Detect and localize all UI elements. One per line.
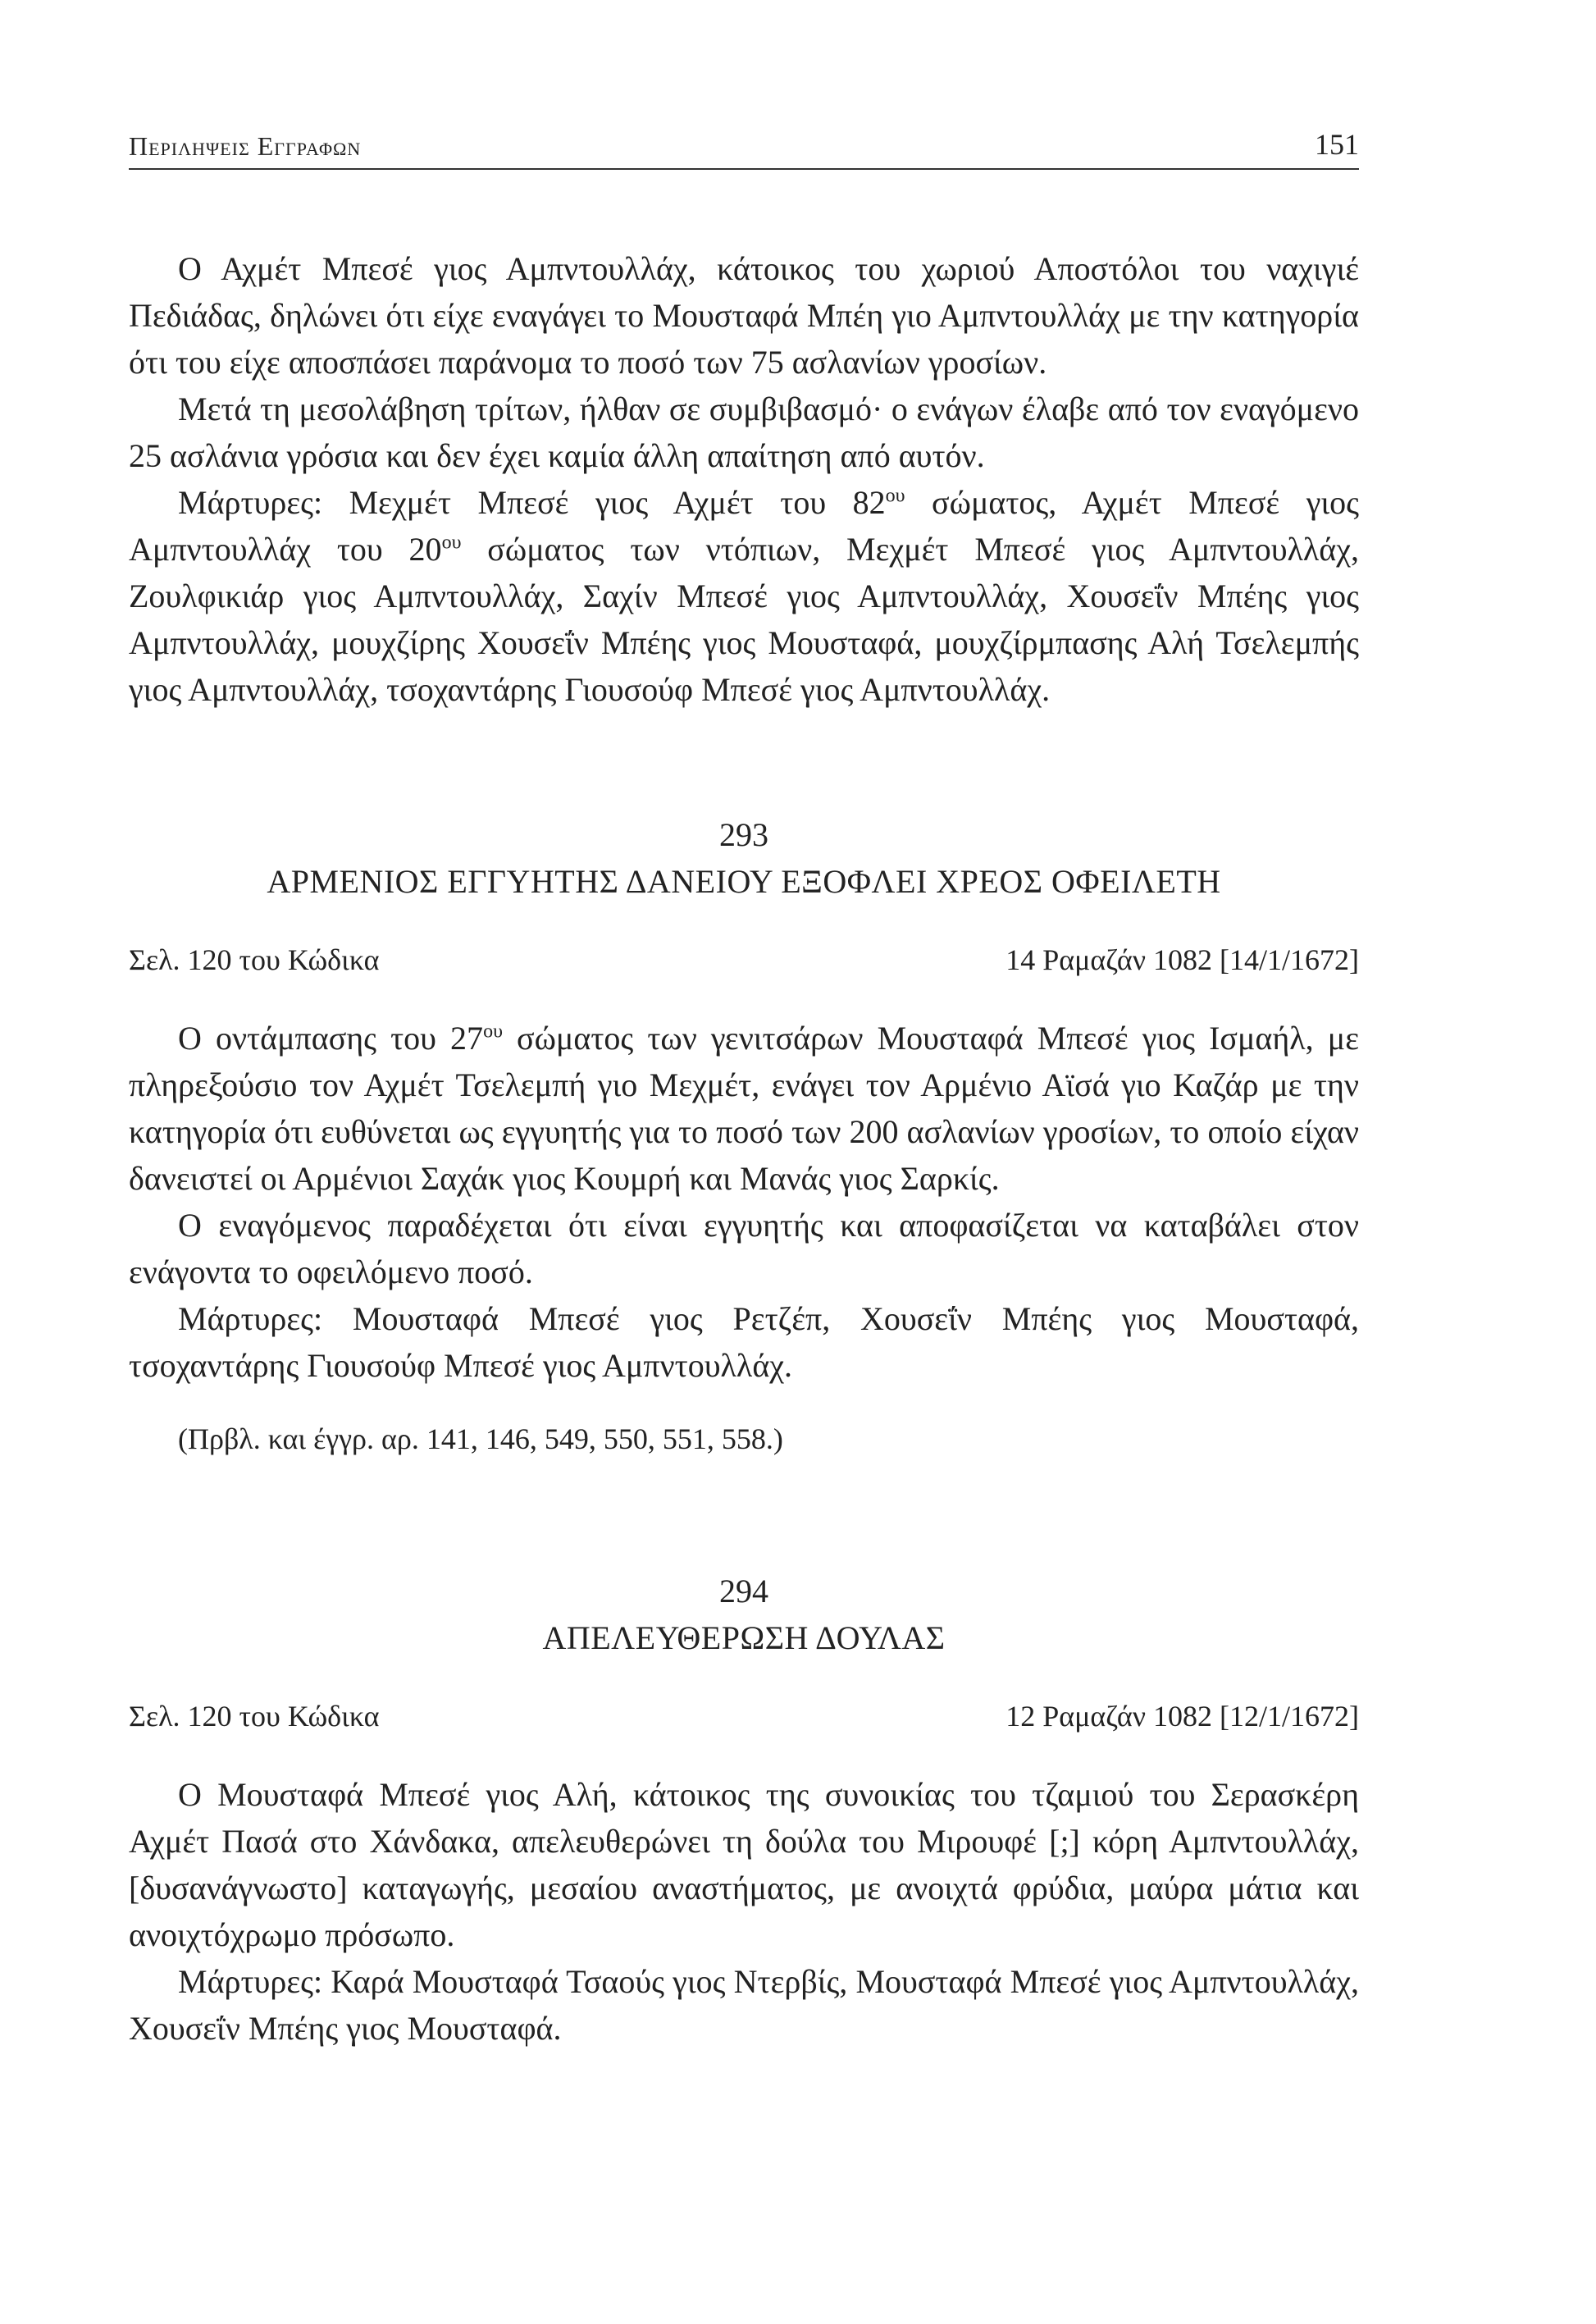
ordinal-superscript: ου <box>483 1020 503 1043</box>
intro-paragraph-2: Μετά τη μεσολάβηση τρίτων, ήλθαν σε συμβιβασμό· ο ενάγων έλαβε από τον εναγόμενο 25 ασλάνια γρόσια και δεν έχει καμία άλλη απαίτηση από αυτόν. <box>129 390 1359 474</box>
body-witnesses: Μάρτυρες: Καρά Μουσταφά Τσαούς γιος Ντερβίς, Μουσταφά Μπεσέ γιος Αμπντουλλάχ, Χουσεΐν Μπέης γιος Μουσταφά. <box>129 1963 1359 2047</box>
intro-witnesses <box>129 479 1359 713</box>
document-293 <box>129 811 1359 1459</box>
document-meta <box>129 1696 1359 1737</box>
ordinal-superscript: ου <box>441 532 462 554</box>
body-paragraph-1-part-2: σώματος των γενιτσάρων Μουσταφά Μπεσέ γιος Ισμαήλ, με πληρεξούσιο τον Αχμέτ Τσελεμπή γιο Μεχμέτ, ενάγει τον Αρμένιο Αϊσά γιο Καζάρ με την κατηγορία ότι ευθύνεται ως εγγυητής για το ποσό των 200 ασλανίων γροσίων, το οποίο είχαν δανειστεί οι Αρμένιοι Σαχάκ γιος Κουμρή και Μανάς γιος Σαρκίς. <box>129 1020 1359 1197</box>
document-title: ΑΡΜΕΝΙΟΣ ΕΓΓΥΗΤΗΣ ΔΑΝΕΙΟΥ ΕΞΟΦΛΕΙ ΧΡΕΟΣ ΟΦΕΙΛΕΤΗ <box>267 863 1221 900</box>
document-294 <box>129 1568 1359 2052</box>
document-meta <box>129 939 1359 980</box>
body-paragraph-2: Ο εναγόμενος παραδέχεται ότι είναι εγγυητής και αποφασίζεται να καταβάλει στον ενάγοντα το οφειλόμενο ποσό. <box>129 1207 1359 1290</box>
document-number: 294 <box>719 1573 768 1609</box>
intro-witnesses-part-2: σώματος, Αχμέτ Μπεσέ γιος Αμπντουλλάχ του 20 <box>129 484 1359 568</box>
document-page <box>129 127 1359 2052</box>
body-paragraph-1: Ο Μουσταφά Μπεσέ γιος Αλή, κάτοικος της συνοικίας του τζαμιού του Σερασκέρη Αχμέτ Πασά στο Χάνδακα, απελευθερώνει τη δούλα του Μιρουφέ [;] κόρη Αμπντουλλάχ, [δυσανάγνωστο] καταγωγής, μεσαίου αναστήματος, με ανοιχτά φρύδια, μαύρα μάτια και ανοιχτόχρωμο πρόσωπο. <box>129 1776 1359 1953</box>
intro-paragraph-1: Ο Αχμέτ Μπεσέ γιος Αμπντουλλάχ, κάτοικος του χωριού Αποστόλοι του ναχιγιέ Πεδιάδας, δηλώνει ότι είχε εναγάγει το Μουσταφά Μπέη γιο Αμπντουλλάχ με την κατηγορία ότι του είχε αποσπάσει παράνομα το ποσό των 75 ασλανίων γροσίων. <box>129 250 1359 381</box>
document-date: 14 Ραμαζάν 1082 [14/1/1672] <box>1005 943 1359 976</box>
running-head-title: Περιληψεισ Εγγραφων <box>129 131 362 161</box>
intro-witnesses-part-1: Μάρτυρες: Μεχμέτ Μπεσέ γιος Αχμέτ του 82 <box>178 484 886 521</box>
document-number: 293 <box>719 816 768 853</box>
intro-witnesses-part-3: σώματος των ντόπιων, Μεχμέτ Μπεσέ γιος Αμπντουλλάχ, Ζουλφικιάρ γιος Αμπντουλλάχ, Σαχίν Μπεσέ γιος Αμπντουλλάχ, Χουσεΐν Μπέης γιος Αμπντουλλάχ, μουχζίρης Χουσεΐν Μπέης γιος Μουσταφά, μουχζίρμπασης Αλή Τσελεμπής γιος Αμπντουλλάχ, τσοχαντάρης Γιουσούφ Μπεσέ γιος Αμπντουλλάχ. <box>129 531 1359 708</box>
document-title: ΑΠΕΛΕΥΘΕΡΩΣΗ ΔΟΥΛΑΣ <box>542 1619 946 1656</box>
document-body <box>129 1771 1359 2052</box>
document-source: Σελ. 120 του Κώδικα <box>129 1700 380 1733</box>
document-body <box>129 1015 1359 1389</box>
document-source: Σελ. 120 του Κώδικα <box>129 943 380 976</box>
ordinal-superscript: ου <box>885 485 905 507</box>
body-paragraph-1-part-1: Ο οντάμπασης του 27 <box>178 1020 484 1057</box>
body-witnesses: Μάρτυρες: Μουσταφά Μπεσέ γιος Ρετζέπ, Χουσεΐν Μπέης γιος Μουσταφά, τσοχαντάρης Γιουσούφ Μπεσέ γιος Αμπντουλλάχ. <box>129 1300 1359 1384</box>
page-number: 151 <box>1315 128 1359 161</box>
cross-reference: (Πρβλ. και έγγρ. αρ. 141, 146, 549, 550, 551, 558.) <box>178 1422 783 1455</box>
body-paragraph-1 <box>129 1015 1359 1202</box>
running-head <box>129 127 1359 170</box>
document-date: 12 Ραμαζάν 1082 [12/1/1672] <box>1005 1700 1359 1733</box>
intro-section <box>129 245 1359 713</box>
